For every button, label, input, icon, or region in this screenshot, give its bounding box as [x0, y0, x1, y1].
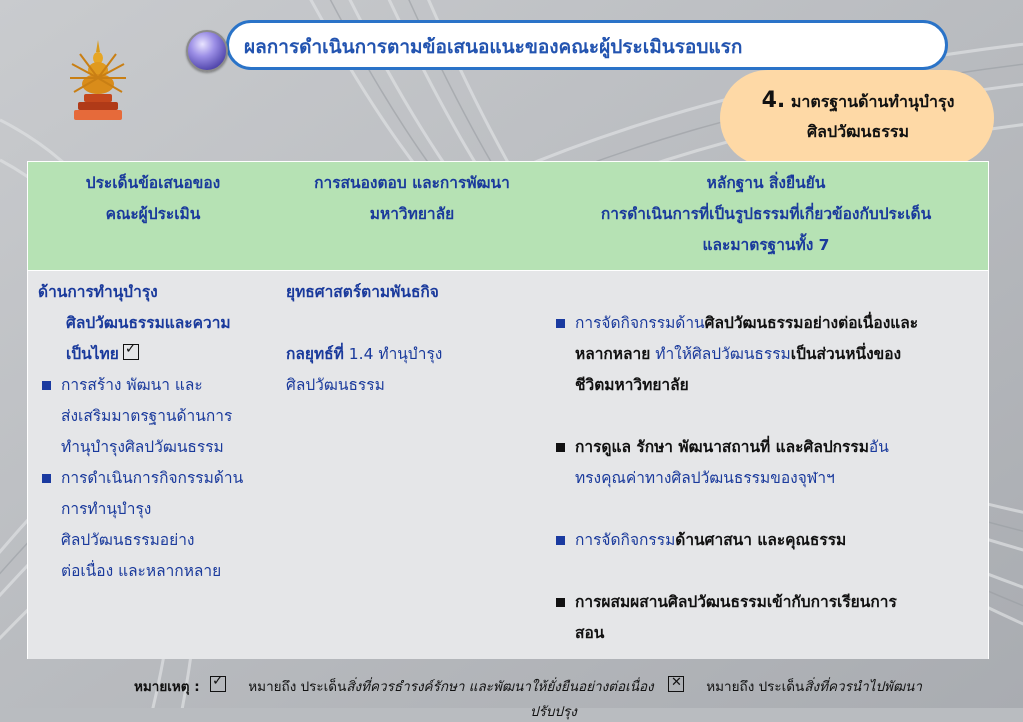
list-item: การสร้าง พัฒนา และ ส่งเสริมมาตรฐานด้านการ ทำนุบำรุงศิลปวัฒนธรรม	[38, 370, 278, 463]
standard-number: 4.	[761, 88, 786, 113]
list-item: การผสมผสานศิลปวัฒนธรรมเข้ากับการเรียนการ สอน	[552, 587, 982, 649]
crossed-box-icon: ✕	[668, 676, 684, 692]
footnote-label: หมายเหตุ :	[134, 679, 200, 695]
bullet-icon	[556, 536, 565, 545]
list-item: การจัดกิจกรรมด้านศาสนา และคุณธรรม	[552, 525, 982, 556]
bullet-icon	[42, 381, 51, 390]
university-emblem	[66, 38, 130, 124]
header-col1: ประเด็นข้อเสนอของ คณะผู้ประเมิน	[85, 174, 221, 223]
header-col2: การสนองตอบ และการพัฒนา มหาวิทยาลัย	[314, 174, 510, 223]
page-title: ผลการดำเนินการตามข้อเสนอแนะของคณะผู้ประเมินรอบแรก	[244, 36, 743, 58]
title-orb-icon	[186, 30, 228, 72]
table-body	[28, 270, 988, 659]
standard-label	[740, 86, 976, 147]
list-item: การดูแล รักษา พัฒนาสถานที่ และศิลปกรรมอัน ทรงคุณค่าทางศิลปวัฒนธรรมของจุฬาฯ	[552, 432, 982, 494]
issue-heading: ด้านการทำนุบำรุง ศิลปวัฒนธรรมและความ เป็นไทย ✓	[38, 283, 231, 363]
footnote-continuation: ปรับปรุง	[530, 704, 577, 720]
list-item: การจัดกิจกรรมด้านศิลปวัฒนธรรมอย่างต่อเนื่องและ หลากหลาย ทำให้ศิลปวัฒนธรรมเป็นส่วนหนึ่งของ ชีวิตมหาวิทยาลัย	[552, 308, 982, 401]
standard-line2: ศิลปวัฒนธรรม	[807, 122, 909, 141]
col1-issues	[38, 277, 278, 587]
table-header	[28, 162, 988, 270]
footnote: หมายเหตุ : ✓ หมายถึง ประเด็นสิ่งที่ควรธำรงค์รักษา และพัฒนาให้ยั่งยืนอย่างต่อเนื่อง ✕ หมายถึง ประเด็นสิ่งที่ควรนำไปพัฒนา	[134, 673, 922, 695]
assessment-table	[27, 161, 989, 659]
bullet-icon	[556, 443, 565, 452]
col3-evidence	[552, 308, 982, 649]
bullet-icon	[556, 319, 565, 328]
checked-box-icon: ✓	[210, 676, 226, 692]
bullet-icon	[42, 474, 51, 483]
list-item: การดำเนินการกิจกรรมด้าน การทำนุบำรุง ศิลปวัฒนธรรมอย่าง ต่อเนื่อง และหลากหลาย	[38, 463, 278, 587]
header-col3: หลักฐาน สิ่งยืนยัน การดำเนินการที่เป็นรูปธรรมที่เกี่ยวข้องกับประเด็น และมาตรฐานทั้ง 7	[600, 174, 932, 254]
strategy-heading: ยุทธศาสตร์ตามพันธกิจ	[286, 283, 439, 301]
bullet-icon	[556, 598, 565, 607]
standard-line1: มาตรฐานด้านทำนุบำรุง	[790, 92, 955, 111]
col2-response: ยุทธศาสตร์ตามพันธกิจ กลยุทธ์ที่ 1.4 ทำนุบำรุง ศิลปวัฒนธรรม	[286, 277, 546, 401]
checked-box-icon: ✓	[123, 344, 139, 360]
